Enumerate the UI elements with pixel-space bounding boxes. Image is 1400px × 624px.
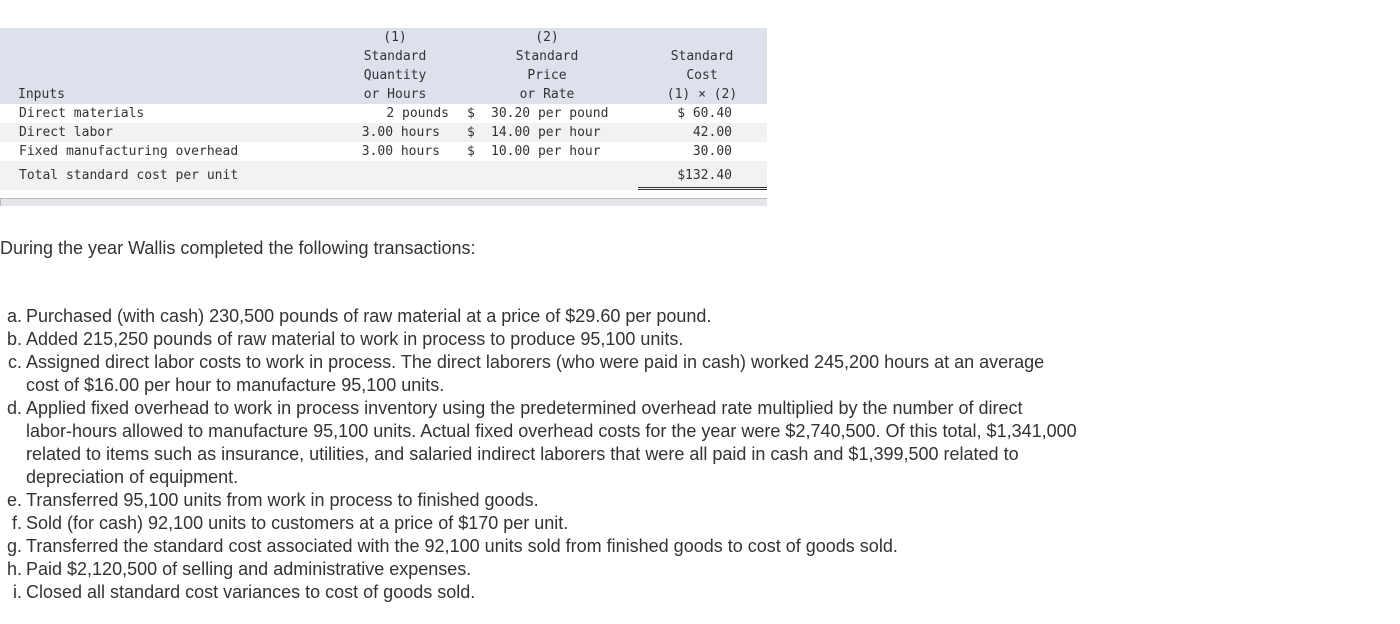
item-line: Transferred the standard cost associated with the 92,100 units sold from finished goods to cost of goods sold. <box>26 536 898 556</box>
list-item <box>0 305 1200 328</box>
row-label: Fixed manufacturing overhead <box>19 144 239 159</box>
item-letter: a. <box>6 306 22 326</box>
item-line: Added 215,250 pounds of raw material to work in process to produce 95,100 units. <box>26 329 684 349</box>
row-rate: 10.00 per hour <box>491 144 601 159</box>
intro-text: During the year Wallis completed the following transactions: <box>0 238 476 258</box>
transactions-list <box>0 305 1200 604</box>
header-inputs: Inputs <box>18 87 65 102</box>
row-dollar: $ <box>467 106 475 121</box>
total-cost: $132.40 <box>677 168 732 183</box>
row-label: Direct labor <box>19 125 113 140</box>
row-qty: 3.00 hours <box>361 144 440 159</box>
item-letter: b. <box>6 329 22 349</box>
row-rate: 14.00 per hour <box>491 125 601 140</box>
item-line: depreciation of equipment. <box>26 467 239 487</box>
list-item <box>0 558 1200 581</box>
total-label: Total standard cost per unit <box>19 168 239 183</box>
row-dollar: $ <box>467 125 475 140</box>
double-underline <box>638 187 767 190</box>
header-col3-line2: Cost <box>686 68 718 83</box>
item-line: Applied fixed overhead to work in process inventory using the predetermined overhead rate multiplied by the number of direct <box>26 398 1023 418</box>
header-col2-line2: Standard <box>515 49 579 64</box>
list-item <box>0 535 1200 558</box>
row-qty: 2 pounds <box>386 106 449 121</box>
row-cost: 42.00 <box>692 125 732 140</box>
item-letter: e. <box>6 490 22 510</box>
row-cost: $ 60.40 <box>677 106 732 121</box>
item-line: Assigned direct labor costs to work in process. The direct laborers (who were paid in cash) worked 245,200 hours at an average <box>26 352 1045 372</box>
header-col2-line1: (2) <box>535 30 559 45</box>
item-line: Paid $2,120,500 of selling and administrative expenses. <box>26 559 472 579</box>
item-line: related to items such as insurance, utilities, and salaried indirect laborers that were all paid in cash and $1,399,500 related to <box>26 444 1019 464</box>
item-letter: i. <box>13 582 22 602</box>
row-cost: 30.00 <box>603 142 732 162</box>
table-scrollbar[interactable] <box>0 198 767 206</box>
list-item <box>0 397 1200 489</box>
table-row <box>0 142 767 161</box>
item-line: cost of $16.00 per hour to manufacture 95,100 units. <box>26 375 445 395</box>
list-item <box>0 512 1200 535</box>
standard-cost-card <box>0 28 767 190</box>
header-col2-line4: or Rate <box>519 87 575 102</box>
row-qty: 3.00 hours <box>361 125 440 140</box>
header-col3-line1: Standard <box>670 49 734 64</box>
item-line: Transferred 95,100 units from work in process to finished goods. <box>26 490 539 510</box>
item-letter: h. <box>6 559 22 579</box>
item-letter: d. <box>6 398 22 418</box>
row-label: Direct materials <box>19 106 145 121</box>
item-letter: f. <box>11 513 22 533</box>
header-col3-line3: (1) × (2) <box>666 87 738 102</box>
item-line: labor-hours allowed to manufacture 95,100 units. Actual fixed overhead costs for the year were $2,740,500. Of this total, $1,341,000 <box>26 421 1077 441</box>
item-line: Closed all standard cost variances to cost of goods sold. <box>26 582 476 602</box>
header-col1-line3: Quantity <box>363 68 427 83</box>
list-item <box>0 351 1200 397</box>
header-col1-line1: (1) <box>383 30 407 45</box>
list-item <box>0 328 1200 351</box>
list-item <box>0 489 1200 512</box>
list-item <box>0 581 1200 604</box>
item-letter: g. <box>6 536 22 556</box>
header-col2-line3: Price <box>527 68 567 83</box>
item-line: Purchased (with cash) 230,500 pounds of raw material at a price of $29.60 per pound. <box>26 306 712 326</box>
table-row <box>0 104 767 123</box>
row-rate: 30.20 per pound <box>491 106 609 121</box>
table-header <box>0 28 767 104</box>
total-row <box>0 161 767 190</box>
item-letter: c. <box>7 352 22 372</box>
item-line: Sold (for cash) 92,100 units to customers at a price of $170 per unit. <box>26 513 569 533</box>
row-dollar: $ <box>467 144 475 159</box>
table-row <box>0 123 767 142</box>
header-col1-line2: Standard <box>363 49 427 64</box>
header-col1-line4: or Hours <box>363 87 427 102</box>
